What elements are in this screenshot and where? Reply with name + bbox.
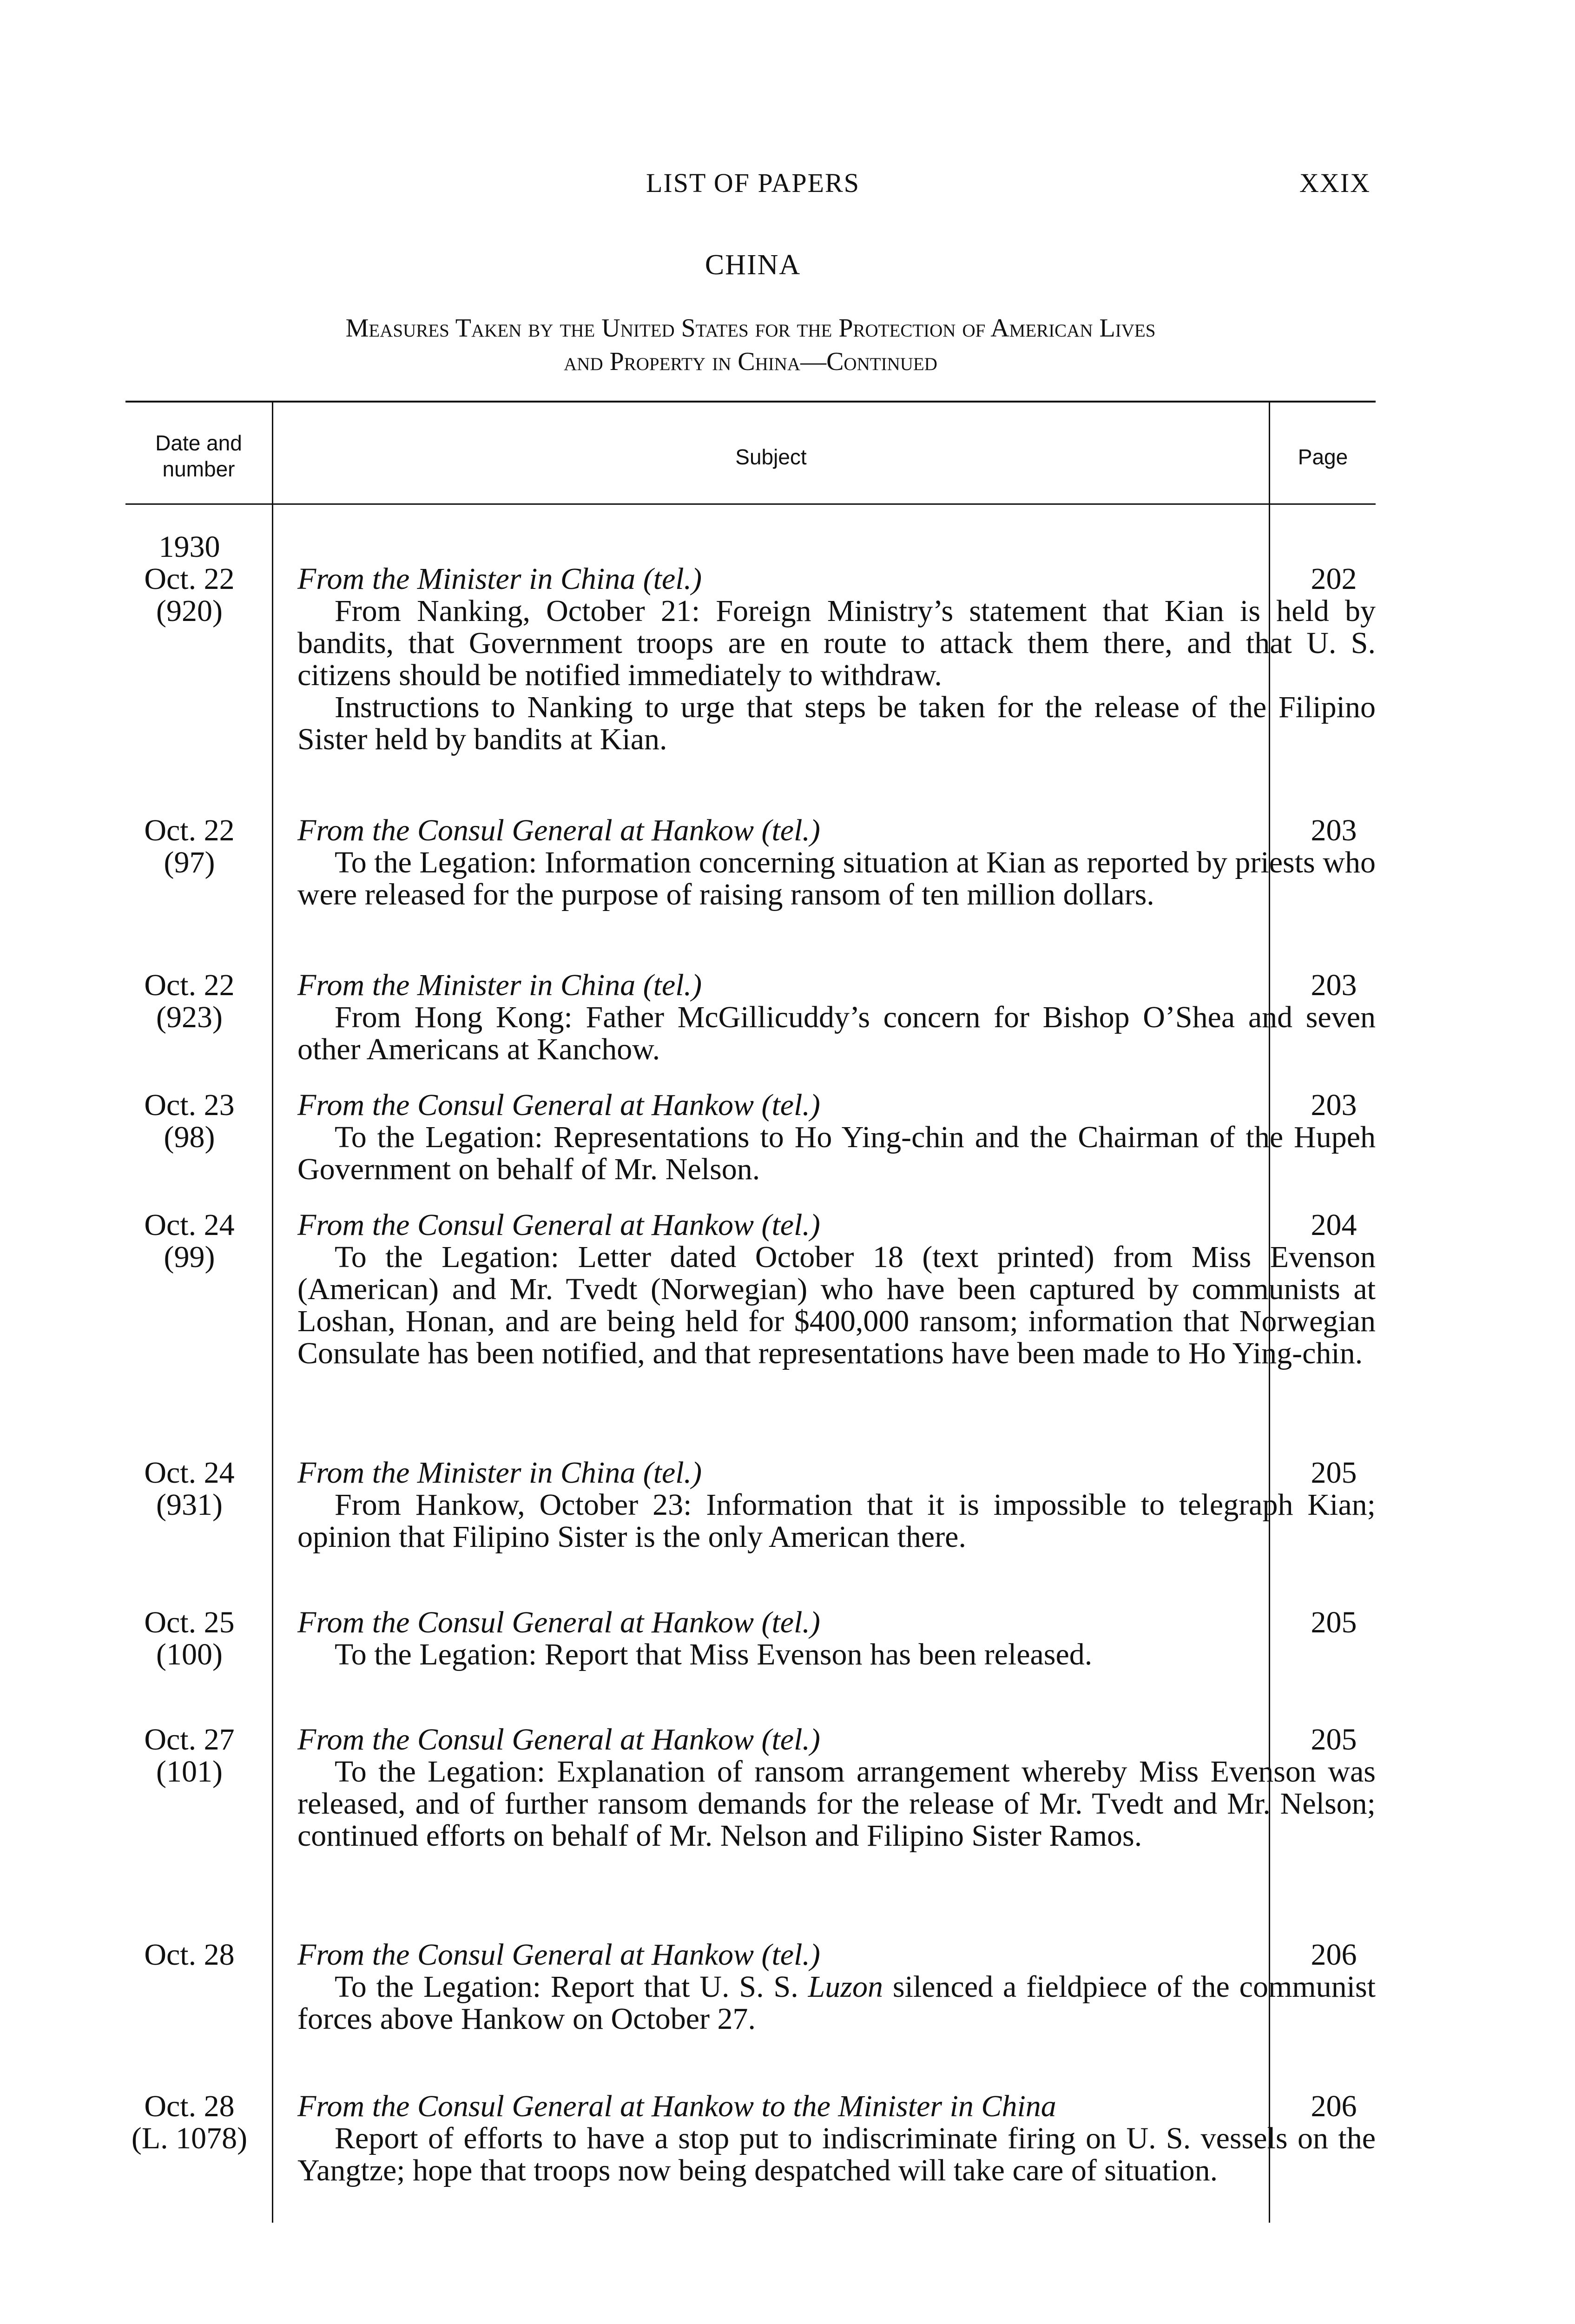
entry-number: (923) [156,1000,223,1034]
running-head [0,167,1575,209]
entry-paragraph: From Nanking, October 21: Foreign Ministry’s statement that Kian is held by bandits, that Government troops are en route to attack them there, and that U. S. citizens should be notified immediately to withdraw. [297,594,1376,692]
entry-from: From the Minister in China (tel.) [297,1456,702,1490]
entry-number: (L. 1078) [131,2121,248,2155]
entry-paragraph: To the Legation: Explanation of ransom arrangement whereby Miss Evenson was released, and of further ransom demands for the release of Mr. Tvedt and Mr. Nelson; continued efforts on behalf of Mr. Nelson and Filipino Sister Ramos. [297,1755,1376,1853]
entry-date-text: Oct. 24 [144,1456,235,1490]
entry-number: (920) [156,594,223,628]
column-header-date-line-2: number [162,457,235,481]
entry-date-text: Oct. 22 [144,813,235,847]
page-number: XXIX [1299,168,1371,198]
entry-paragraph: To the Legation: Report that U. S. S. Luzon silenced a fieldpiece of the communist forces above Hankow on October 27. [297,1970,1376,2036]
entry-subject [297,1209,1376,1369]
entry-paragraph: To the Legation: Report that Miss Evenson has been released. [335,1637,1093,1671]
entry-paragraph: From Hong Kong: Father McGillicuddy’s concern for Bishop O’Shea and seven other Americans at Kanchow. [297,1000,1376,1066]
entry-date [125,1939,253,1971]
entry-paragraph: From Hankow, October 23: Information that it is impossible to telegraph Kian; opinion that Filipino Sister is the only American there. [297,1488,1376,1554]
entry-date [125,563,253,627]
entry-subject [297,1606,1376,1670]
entry-date-text: Oct. 27 [144,1723,235,1756]
column-header-subject: Subject [735,445,807,469]
entry-page-number: 206 [1311,1938,1357,1972]
entry-from: From the Consul General at Hankow (tel.) [297,1938,820,1972]
entry-number: (99) [164,1240,215,1274]
date-column-divider [272,401,273,2223]
entry-date-text: Oct. 23 [144,1088,235,1122]
caption-line-2: and Property in China—Continued [564,347,937,376]
entry-from: From the Consul General at Hankow (tel.) [297,1208,820,1242]
entry-page-number: 202 [1311,562,1357,596]
entry-paragraph: Report of efforts to have a stop put to indiscriminate firing on U. S. vessels on the Yangtze; hope that troops now being despatched will take care of situation. [297,2121,1376,2187]
entry-paragraph: To the Legation: Letter dated October 18 (text printed) from Miss Evenson (American) and Mr. Tvedt (Norwegian) who have been captured by communists at Loshan, Honan, and are being held for $400,000 ransom; information that Norwegian Consulate has been notified, and that representations have been made to Ho Ying-chin. [297,1240,1376,1370]
entry-date-text: Oct. 28 [144,1938,235,1972]
entry-from: From the Consul General at Hankow (tel.) [297,813,820,847]
column-header-date [125,430,272,482]
entry-date [125,1723,253,1788]
entry-date-text: Oct. 24 [144,1208,235,1242]
entry-paragraph: To the Legation: Information concerning situation at Kian as reported by priests who were released for the purpose of raising ransom of ten million dollars. [297,845,1376,911]
entry-subject [297,814,1376,911]
section-title: CHINA [705,249,801,281]
entry-subject [297,969,1376,1065]
entry-date-text: Oct. 22 [144,968,235,1002]
entry-page-number: 203 [1311,968,1357,1002]
entry-page-number: 206 [1311,2089,1357,2123]
entry-subject [297,1457,1376,1553]
entry-from: From the Consul General at Hankow (tel.) [297,1723,820,1756]
entry-date [125,814,253,878]
entry-subject [297,1089,1376,1185]
entry-subject [297,1723,1376,1852]
entry-number: (101) [156,1755,223,1789]
table-caption [125,311,1376,378]
running-title: LIST OF PAPERS [646,168,860,198]
column-header-page: Page [1298,445,1348,469]
entry-from: From the Consul General at Hankow (tel.) [297,1605,820,1639]
entry-page-number: 203 [1311,813,1357,847]
entry-page-number: 204 [1311,1208,1357,1242]
entry-subject [297,1939,1376,2035]
column-header-date-line-1: Date and [155,431,242,455]
entry-date [125,969,253,1033]
entry-subject [297,563,1376,755]
entry-paragraph: To the Legation: Representations to Ho Ying-chin and the Chairman of the Hupeh Government on behalf of Mr. Nelson. [297,1120,1376,1186]
entry-page-number: 205 [1311,1723,1357,1756]
entry-from: From the Minister in China (tel.) [297,968,702,1002]
entry-date [125,1089,253,1153]
entry-page-number: 203 [1311,1088,1357,1122]
entry-number: (100) [156,1637,223,1671]
entry-number: (931) [156,1488,223,1522]
entry-from: From the Consul General at Hankow (tel.) [297,1088,820,1122]
entry-date [125,1457,253,1521]
entry-paragraph: Instructions to Nanking to urge that steps be taken for the release of the Filipino Sister held by bandits at Kian. [297,690,1376,756]
table-top-rule [125,401,1376,403]
header-bottom-rule [125,503,1376,505]
entry-date [125,1606,253,1670]
entry-page-number: 205 [1311,1605,1357,1639]
entry-date [125,1209,253,1273]
entry-number: (97) [164,845,215,879]
entry-from: From the Minister in China (tel.) [297,562,702,596]
entry-from: From the Consul General at Hankow to the Minister in China [297,2089,1056,2123]
entry-date-text: Oct. 28 [144,2089,235,2123]
entry-page-number: 205 [1311,1456,1357,1490]
entry-date-text: Oct. 22 [144,562,235,596]
caption-line-1: Measures Taken by the United States for the Protection of American Lives [345,314,1156,343]
entry-subject [297,2090,1376,2186]
entry-date-text: Oct. 25 [144,1605,235,1639]
entry-number: (98) [164,1120,215,1154]
entry-date [125,2090,253,2154]
year-text: 1930 [158,530,220,564]
